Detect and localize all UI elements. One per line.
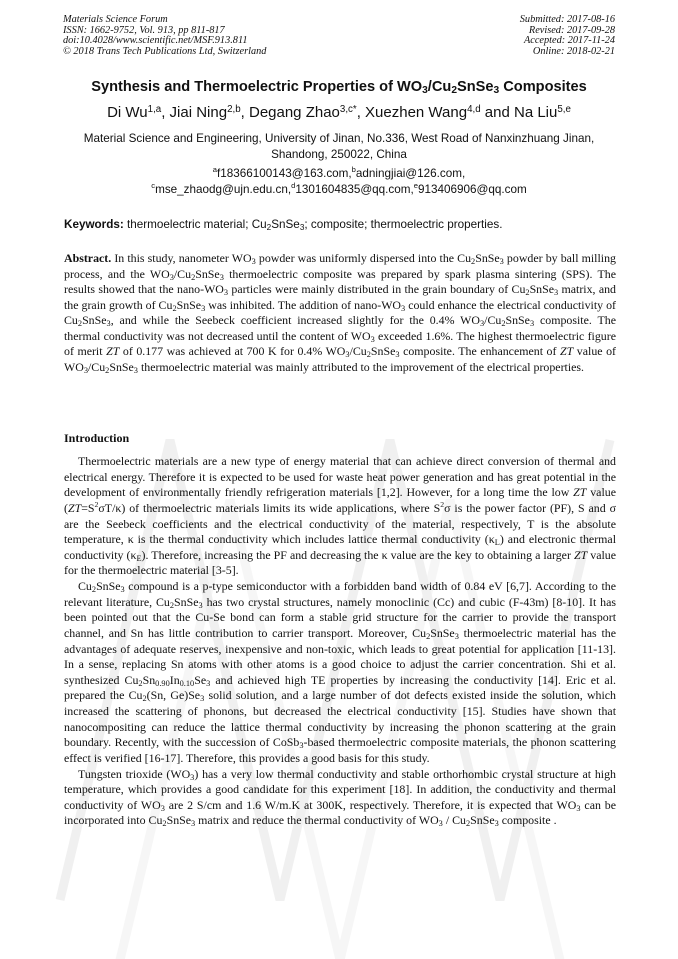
author-name: Xuezhen Wang (365, 104, 468, 121)
text-span: Se (194, 672, 207, 687)
text-span: σT/κ) of thermoelectric materials limits its wide applications, where S (98, 500, 441, 515)
text-span: value for the thermoelectric material [3-5]. (64, 547, 617, 578)
text-span: composite. The enhancement of (399, 344, 561, 359)
text-span: SnSe (529, 282, 555, 297)
email-link[interactable]: mse_zhaodg@ujn.edu.cn, (155, 182, 292, 196)
introduction-body (64, 454, 616, 829)
email-link[interactable]: f18366100143@163.com, (216, 167, 352, 180)
text-span: value ( (64, 485, 616, 515)
text-span: 3 (576, 803, 581, 813)
text-span: 3 (251, 257, 256, 266)
text-span: 2 (451, 85, 457, 96)
text-span: 3 (345, 350, 350, 360)
publication-dates (520, 15, 615, 57)
text-span: 2 (77, 319, 83, 329)
author-name: Na Liu (514, 104, 558, 121)
paragraph (64, 767, 616, 830)
text-span: Sn (142, 672, 156, 687)
text-span: /Cu (87, 359, 106, 374)
text-span: 3 (529, 319, 535, 329)
email-link[interactable]: 1301604835@qq.com, (295, 182, 414, 196)
text-span: thermoelectric composite was prepared by spark plasma sintering (SPS). The results showed that the nano-WO (64, 266, 616, 297)
abstract-label: Abstract. (64, 251, 112, 265)
text-span: powder by ball milling process, and the WO (64, 251, 616, 281)
text-span: 3 (422, 85, 428, 96)
author-name: Degang Zhao (248, 104, 340, 121)
text-span: 3 (160, 803, 165, 813)
text-span: 2 (440, 499, 445, 509)
keywords-label: Keywords: (64, 218, 124, 231)
author-list (0, 103, 678, 123)
text-span: 5,e (557, 104, 571, 115)
text-span: /Cu (484, 313, 502, 328)
text-span: solid solution, and a large number of dot defects existed inside the solution, which increased the scattering of phonons, but decreased the electrical conductivity [15]. Studies have shown that nanocompositing can reduce the lattice thermal conductivity by increasing the phonon scattering at the grain boundary. Recently, with the succession of CoSb (64, 688, 617, 750)
text-span: 2 (191, 272, 196, 282)
text-span: , and while the Seebeck coefficient increased slightly for the 0.4% WO (110, 313, 480, 328)
text-span: 2,b (227, 104, 241, 115)
text-span: composite . (498, 813, 557, 828)
text-span: SnSe (174, 594, 199, 609)
text-span: 2 (172, 303, 177, 313)
journal-doi: doi:10.4028/www.scientific.net/MSF.913.811 (63, 35, 248, 47)
text-span: 3,c* (339, 104, 357, 115)
text-span: particles were mainly distributed in the grain boundary of Cu (228, 282, 526, 297)
text-span: 2 (366, 350, 371, 360)
abstract (64, 251, 616, 375)
text-span: ; composite; thermoelectric properties. (304, 218, 503, 231)
text-span: 3 (401, 303, 406, 313)
text-span: 3 (494, 819, 499, 829)
text-span: 2 (471, 257, 476, 266)
text-span: and (480, 104, 514, 121)
author-name: Jiai Ning (169, 104, 228, 121)
text-span: has two crystal structures, namely monoclinic (Cc) and cubic (F-43m) [8-10]. It has been pointed out that the Cu-Se bond can form a stable grid structure for the carrier to provide the transport channel, and Sn has little contribution to carrier transport. Moreover, Cu (64, 594, 617, 640)
text-span: 2 (501, 319, 506, 329)
text-span: ZT (106, 344, 120, 359)
text-span: thermoelectric material; Cu (123, 218, 267, 231)
text-span: SnSe (195, 266, 220, 281)
paragraph (64, 579, 616, 767)
text-span: value of WO (64, 344, 616, 374)
text-span: was inhibited. The addition of nano-WO (205, 297, 402, 312)
text-span: SnSe (166, 813, 192, 828)
journal-copyright: © 2018 Trans Tech Publications Ltd, Switzerland (63, 45, 267, 57)
text-span: SnSe (176, 297, 202, 312)
text-span: In (169, 672, 180, 687)
text-span: Cu (78, 579, 92, 593)
text-span: d (291, 180, 296, 190)
text-span: composite. The thermal conductivity was not decreased until the content of WO (64, 313, 616, 343)
text-span: 3 (223, 288, 229, 298)
text-span: 3 (370, 334, 375, 344)
text-span: 3 (299, 741, 304, 751)
paragraph (64, 454, 616, 579)
text-span: exceeded 1.6%. The highest thermoelectric figure of merit (64, 328, 616, 359)
text-span: 3 (395, 350, 400, 360)
text-span: , (356, 104, 366, 121)
text-span: ) has a very low thermal conductivity and stable orthorhombic crystal structure at high temperature, which provides a good candidate for this experiment [18]. In addition, the conductivity and thermal conductivity of WO (64, 766, 616, 812)
email-link[interactable]: 913406906@qq.com (418, 182, 527, 196)
text-span: 3 (554, 288, 559, 298)
date-accepted: Accepted: 2017-11-24 (523, 35, 615, 47)
text-span: 0.90 (155, 678, 170, 688)
text-span: L (494, 538, 500, 548)
text-span: 3 (454, 631, 459, 641)
text-span: SnSe (109, 359, 134, 374)
journal-info (63, 15, 266, 57)
text-span: 3 (191, 819, 196, 829)
text-span: 2 (94, 499, 99, 509)
text-span: b (351, 165, 356, 174)
text-span: SnSe (505, 313, 530, 328)
text-span: and achieved high TE properties by increasing the conductivity [14]. Eric et al. prepared the Cu (64, 672, 616, 703)
text-span: 1,a (147, 104, 162, 115)
date-revised: Revised: 2017-09-28 (528, 24, 615, 36)
text-span: of 0.177 was achieved at 700 K for 0.4% WO (119, 344, 346, 359)
date-submitted: Submitted: 2017-08-16 (519, 14, 615, 25)
text-span: c (151, 180, 156, 190)
paper-title (0, 78, 678, 96)
text-span: (Sn, Ge)Se (146, 688, 201, 703)
text-span: Synthesis and Thermoelectric Properties of WO (91, 79, 423, 95)
text-span: /Cu (427, 79, 452, 95)
text-span: SnSe (457, 79, 494, 95)
text-span: 2 (426, 631, 431, 641)
text-span: 3 (133, 365, 138, 375)
text-span: 2 (91, 585, 97, 594)
text-span: σ is the power factor (PF), S and σ are the Seebeck coefficients and the electrical conductivity of the material, respectively, T is the absolute temperature, κ is the thermal conductivity which includes lattice thermal conductivity (κ (64, 500, 616, 547)
text-span: 2 (169, 600, 175, 610)
keywords (64, 217, 620, 233)
text-span: could enhance the electrical conductivity of Cu (64, 297, 616, 328)
text-span: 3 (106, 319, 111, 329)
text-span: -based thermoelectric composite materials, the phonon scattering effect is verified [16-17]. Therefore, this provides a good basis for this study. (64, 735, 616, 765)
text-span: a (212, 165, 217, 174)
text-span: , (161, 104, 170, 121)
text-span: SnSe (271, 218, 300, 231)
text-span: matrix and reduce the thermal conductivity of WO (195, 813, 439, 828)
author-emails (60, 166, 618, 197)
text-span: 3 (499, 257, 504, 266)
text-span: are 2 S/cm and 1.6 W/m.K at 300K, respectively. Therefore, it is expected that WO (164, 797, 577, 812)
text-span: 3 (219, 272, 224, 282)
email-link[interactable]: adningjiai@126.com, (355, 167, 466, 180)
text-span: e (413, 180, 418, 190)
text-span: 3 (198, 600, 203, 610)
text-span: thermoelectric material has the advantages of adequate reserves, inexpensive and non-toxic, which leads to great potential for application [11-13]. In a sense, replacing Sn atoms with other atoms is a good choice to adjust the carrier concentration. Shi et al. synthesized Cu (64, 625, 616, 687)
text-span: Composites (499, 79, 587, 95)
text-span: 3 (201, 303, 206, 313)
text-span: 0.10 (179, 678, 195, 688)
text-span: , (240, 104, 249, 121)
affiliation: Material Science and Engineering, University of Jinan, No.336, West Road of Nanxinzhuang Jinan, Shandong, 250022, China (83, 132, 595, 161)
text-span: SnSe (430, 625, 455, 640)
text-span: SnSe (470, 813, 495, 828)
text-span: ZT (560, 344, 574, 359)
text-span: ZT (67, 500, 82, 515)
text-span: ZT (573, 485, 587, 500)
text-span: / Cu (442, 813, 466, 828)
text-span: 4,d (467, 104, 481, 115)
text-span: SnSe (96, 579, 121, 593)
text-span: /Cu (349, 344, 367, 359)
text-span: /Cu (173, 266, 192, 281)
text-span: thermoelectric material was mainly attributed to the improvement of the electrical properties. (137, 359, 585, 374)
text-span: ) and electronic thermal conductivity (κ (64, 532, 616, 562)
date-online: Online: 2018-02-21 (532, 45, 615, 57)
text-span: SnSe (475, 251, 500, 265)
text-span: compound is a p-type semiconductor with a forbidden band width of 0.84 eV [6,7]. According to the relevant literature, Cu (64, 579, 616, 609)
text-span: SnSe (82, 313, 107, 328)
journal-name: Materials Science Forum (63, 14, 168, 25)
text-span: E (136, 553, 142, 563)
author-name: Di Wu (107, 104, 148, 121)
text-span: 3 (120, 585, 125, 594)
text-span: 3 (299, 223, 305, 232)
text-span: SnSe (370, 344, 396, 359)
text-span: ). Therefore, increasing the PF and decreasing the κ value are the key to obtaining a larger (141, 547, 574, 562)
text-span: 3 (200, 694, 205, 704)
text-span: powder was uniformly dispersed into the Cu (255, 251, 472, 265)
text-span: 2 (266, 223, 272, 232)
text-span: In this study, nanometer WO (111, 251, 252, 265)
text-span: 3 (438, 819, 443, 829)
section-heading-introduction: Introduction (64, 431, 130, 445)
text-span: Thermoelectric materials are a new type of energy material that can achieve direct conversion of thermal and electrical energy. Therefore it is expected to be used for waste heat power generation and has great potential in the development of environmentally friendly refrigeration materials [1,2]. However, for a long time the low (64, 454, 616, 500)
text-span: 2 (525, 288, 530, 298)
text-span: 2 (105, 365, 110, 375)
text-span: 2 (465, 819, 471, 829)
text-span: 3 (190, 772, 195, 782)
text-span: 2 (162, 819, 167, 829)
text-span: 3 (479, 319, 485, 329)
text-span: 2 (138, 678, 143, 688)
text-span: =S (81, 500, 95, 515)
text-span: matrix, and the grain growth of Cu (64, 282, 616, 312)
text-span: 3 (206, 678, 211, 688)
text-span: 3 (169, 272, 174, 282)
text-span: Tungsten trioxide (WO (78, 766, 191, 781)
text-span: 2 (142, 694, 147, 704)
text-span: 3 (83, 365, 88, 375)
text-span: can be incorporated into Cu (64, 797, 617, 828)
journal-issn: ISSN: 1662-9752, Vol. 913, pp 811-817 (63, 24, 225, 36)
text-span: ZT (573, 547, 588, 562)
text-span: 3 (493, 85, 500, 96)
